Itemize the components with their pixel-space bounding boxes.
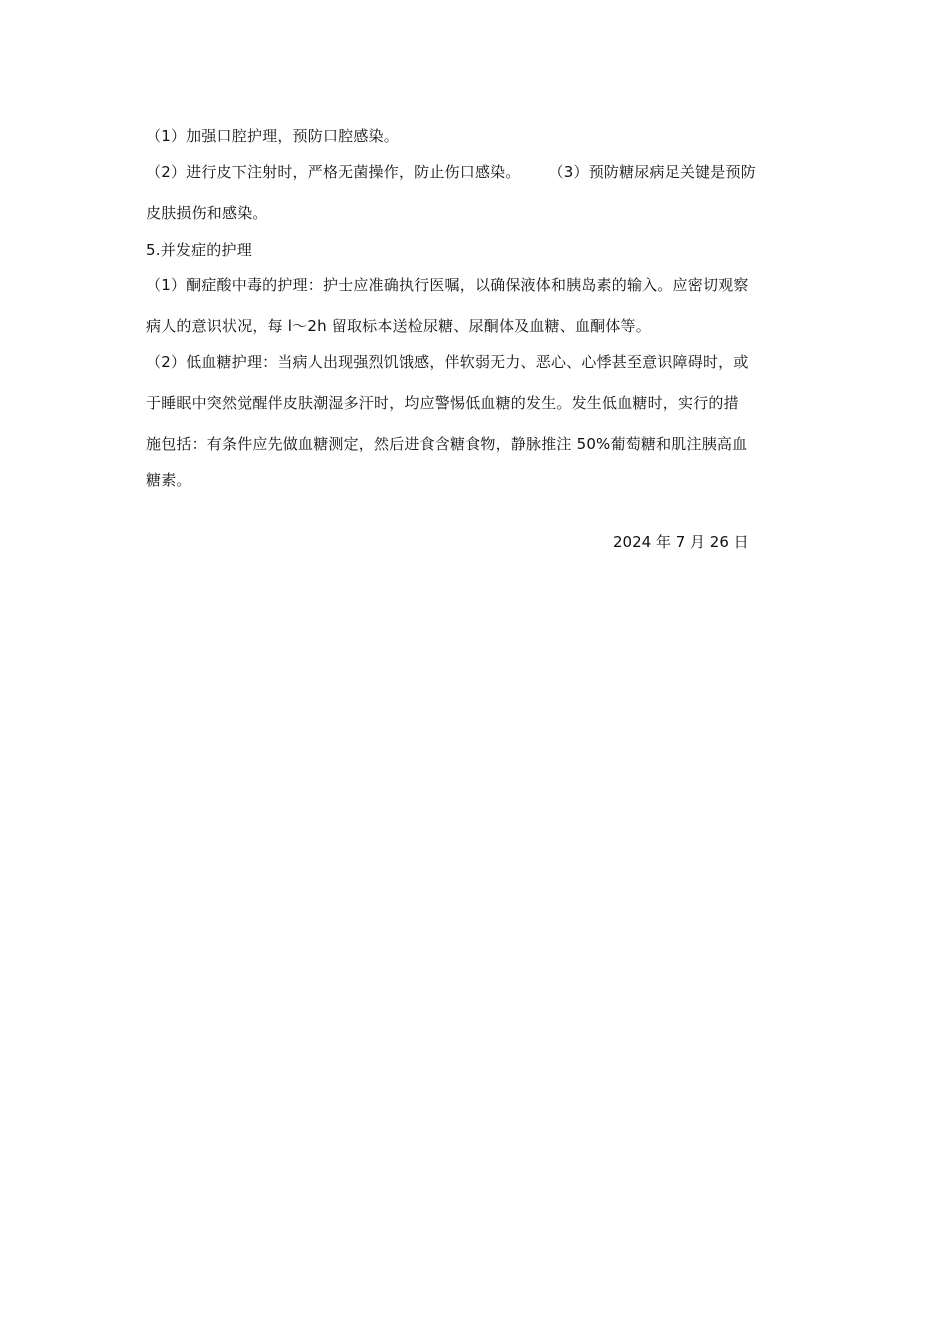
text-foot-care: （3）预防糖尿病足关键是预防 xyxy=(548,163,756,181)
paragraph-hypoglycemia-2: 于睡眠中突然觉醒伴皮肤潮湿多汗时，均应警惕低血糖的发生。发生低血糖时，实行的措 xyxy=(146,394,739,412)
paragraph-ketoacidosis-1: （1）酮症酸中毒的护理：护士应准确执行医嘱，以确保液体和胰岛素的输入。应密切观察 xyxy=(146,276,749,294)
text-injection: （2）进行皮下注射时，严格无菌操作，防止伤口感染。 xyxy=(146,163,521,181)
section-heading-complications: 5.并发症的护理 xyxy=(146,241,252,259)
paragraph-ketoacidosis-2: 病人的意识状况，每 l～2h 留取标本送检尿糖、尿酮体及血糖、血酮体等。 xyxy=(146,317,651,335)
paragraph-hypoglycemia-1: （2）低血糖护理：当病人出现强烈饥饿感，伴软弱无力、恶心、心悸甚至意识障碍时，或 xyxy=(146,353,749,371)
document-date: 2024 年 7 月 26 日 xyxy=(613,533,749,551)
paragraph-oral-care: （1）加强口腔护理，预防口腔感染。 xyxy=(146,127,399,145)
paragraph-injection-and-foot-care xyxy=(146,162,756,182)
paragraph-hypoglycemia-3: 施包括：有条件应先做血糖测定，然后进食含糖食物，静脉推注 50%葡萄糖和肌注胰高血 xyxy=(146,435,748,453)
paragraph-skin-protection: 皮肤损伤和感染。 xyxy=(146,204,268,222)
paragraph-hypoglycemia-4: 糖素。 xyxy=(146,471,192,489)
